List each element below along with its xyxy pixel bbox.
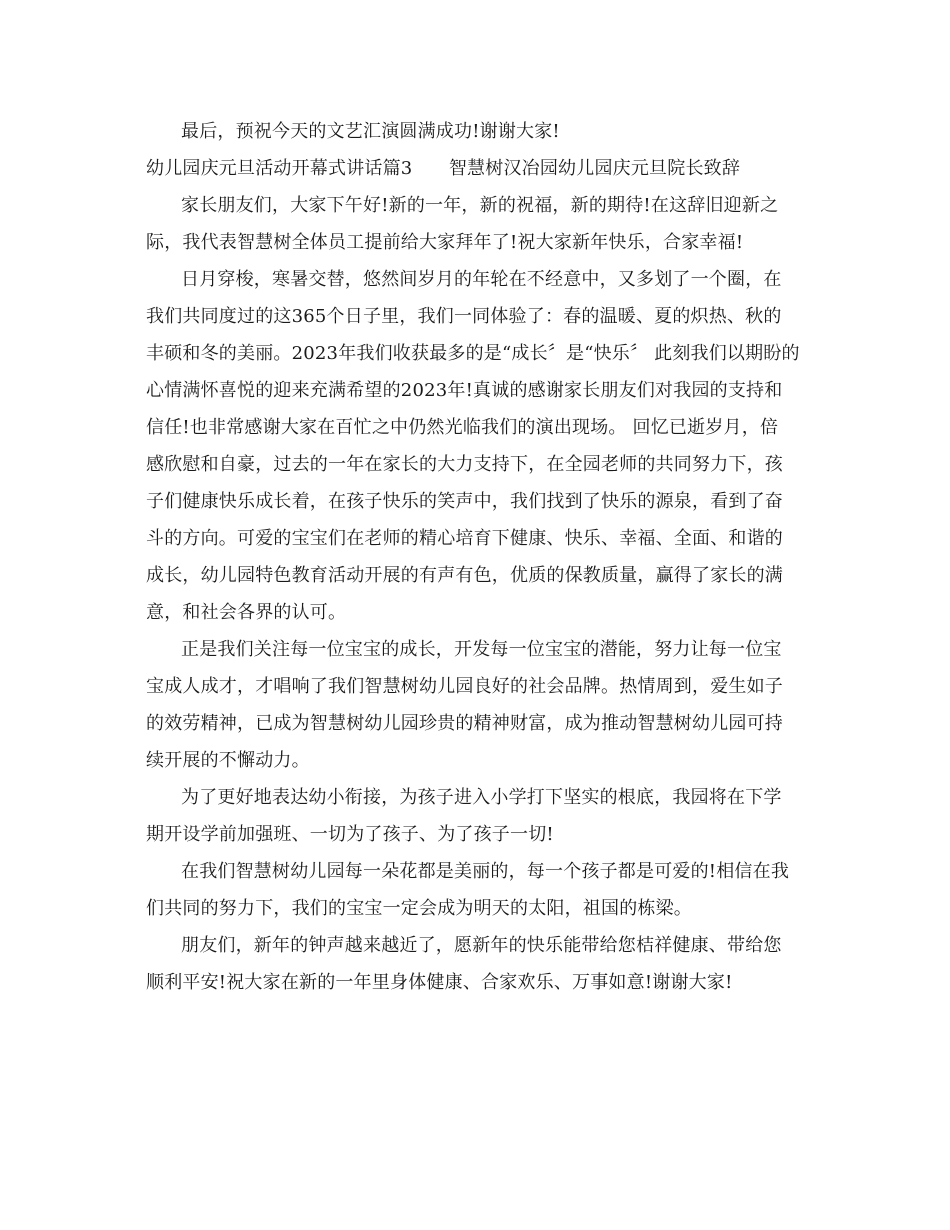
paragraph-line: 宝成人成才，才唱响了我们智慧树幼儿园良好的社会品牌。热情周到，爱生如子 bbox=[146, 676, 783, 697]
paragraph-line: 信任!也非常感谢大家在百忙之中仍然光临我们的演出现场。 回忆已逝岁月，倍 bbox=[146, 417, 779, 438]
paragraph-line: 子们健康快乐成长着，在孩子快乐的笑声中，我们找到了快乐的源泉，看到了奋 bbox=[146, 491, 783, 512]
paragraph-line: 感欣慰和自豪，过去的一年在家长的大力支持下，在全园老师的共同努力下，孩 bbox=[146, 454, 783, 475]
paragraph-line: 丰硕和冬的美丽。2023年我们收获最多的是“成长〞是“快乐〞 此刻我们以期盼的 bbox=[146, 343, 800, 364]
paragraph-line: 在我们智慧树幼儿园每一朵花都是美丽的，每一个孩子都是可爱的!相信在我 bbox=[181, 861, 790, 882]
paragraph-line: 际，我代表智慧树全体员工提前给大家拜年了!祝大家新年快乐，合家幸福! bbox=[146, 232, 744, 253]
paragraph-line: 朋友们，新年的钟声越来越近了，愿新年的快乐能带给您桔祥健康、带给您 bbox=[181, 935, 782, 956]
closing-line: 最后，预祝今天的文艺汇演圆满成功!谢谢大家! bbox=[181, 121, 560, 142]
paragraph-line: 成长，幼儿园特色教育活动开展的有声有色，优质的保教质量，赢得了家长的满 bbox=[146, 565, 783, 586]
paragraph-line: 顺利平安!祝大家在新的一年里身体健康、合家欢乐、万事如意!谢谢大家! bbox=[146, 972, 733, 993]
paragraph-line: 续开展的不懈动力。 bbox=[146, 750, 310, 771]
paragraph-line: 日月穿梭，寒暑交替，悠然间岁月的年轮在不经意中，又多划了一个圈，在 bbox=[181, 269, 782, 290]
paragraph-line: 我们共同度过的这365个日子里，我们一同体验了：春的温暖、夏的炽热、秋的 bbox=[146, 306, 782, 327]
paragraph-line: 们共同的努力下，我们的宝宝一定会成为明天的太阳，祖国的栋梁。 bbox=[146, 898, 692, 919]
paragraph-line: 意，和社会各界的认可。 bbox=[146, 602, 347, 623]
paragraph-line: 心情满怀喜悦的迎来充满希望的2023年!真诚的感谢家长朋友们对我园的支持和 bbox=[146, 380, 783, 401]
paragraph-line: 斗的方向。可爱的宝宝们在老师的精心培育下健康、快乐、幸福、全面、和谐的 bbox=[146, 528, 783, 549]
paragraph-line: 正是我们关注每一位宝宝的成长，开发每一位宝宝的潜能，努力让每一位宝 bbox=[181, 639, 782, 660]
paragraph-line: 期开设学前加强班、一切为了孩子、为了孩子一切! bbox=[146, 824, 554, 845]
paragraph-line: 家长朋友们，大家下午好!新的一年，新的祝福，新的期待!在这辞旧迎新之 bbox=[181, 195, 779, 216]
section-heading: 幼儿园庆元旦活动开幕式讲话篇3 智慧树汉冶园幼儿园庆元旦院长致辞 bbox=[146, 158, 741, 179]
paragraph-line: 的效劳精神，已成为智慧树幼儿园珍贵的精神财富，成为推动智慧树幼儿园可持 bbox=[146, 713, 783, 734]
paragraph-line: 为了更好地表达幼小衔接，为孩子进入小学打下坚实的根底，我园将在下学 bbox=[181, 787, 782, 808]
